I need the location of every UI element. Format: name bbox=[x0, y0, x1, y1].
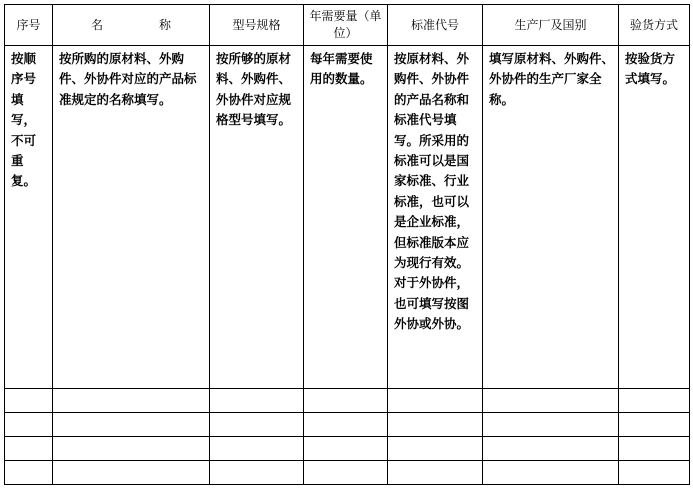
header-inspection: 验货方式 bbox=[619, 5, 690, 46]
header-model: 型号规格 bbox=[210, 5, 304, 46]
blank-cell bbox=[388, 389, 483, 413]
description-row bbox=[5, 46, 690, 389]
desc-name: 按所购的原材料、外购件、外协件对应的产品标准规定的名称填写。 bbox=[53, 46, 210, 389]
desc-model: 按所够的原材料、外购件、外协件对应规格型号填写。 bbox=[210, 46, 304, 389]
blank-cell bbox=[5, 389, 53, 413]
header-std-code: 标准代号 bbox=[388, 5, 483, 46]
blank-cell bbox=[619, 413, 690, 437]
blank-cell bbox=[5, 461, 53, 485]
blank-cell bbox=[304, 413, 388, 437]
blank-cell bbox=[388, 437, 483, 461]
blank-cell bbox=[210, 461, 304, 485]
header-seq: 序号 bbox=[5, 5, 53, 46]
blank-row bbox=[5, 437, 690, 461]
blank-cell bbox=[619, 461, 690, 485]
blank-row bbox=[5, 389, 690, 413]
blank-cell bbox=[5, 437, 53, 461]
desc-maker: 填写原材料、外购件、外协件的生产厂家全称。 bbox=[483, 46, 619, 389]
blank-cell bbox=[210, 389, 304, 413]
blank-cell bbox=[210, 437, 304, 461]
blank-cell bbox=[210, 413, 304, 437]
blank-cell bbox=[53, 461, 210, 485]
desc-seq: 按顺序号填写，不可重复。 bbox=[5, 46, 53, 389]
blank-cell bbox=[304, 437, 388, 461]
blank-cell bbox=[483, 437, 619, 461]
header-row bbox=[5, 5, 690, 46]
blank-cell bbox=[53, 389, 210, 413]
header-name: 名 称 bbox=[53, 5, 210, 46]
blank-cell bbox=[53, 437, 210, 461]
blank-cell bbox=[388, 461, 483, 485]
blank-row bbox=[5, 413, 690, 437]
desc-std-code: 按原材料、外购件、外协件的产品名称和标准代号填写。所采用的标准可以是国家标准、行业标准，也可以是企业标准，但标准版本应为现行有效。对于外协件，也可填写按图外协或外协。 bbox=[388, 46, 483, 389]
blank-cell bbox=[619, 389, 690, 413]
blank-cell bbox=[483, 413, 619, 437]
blank-cell bbox=[619, 437, 690, 461]
blank-cell bbox=[483, 389, 619, 413]
desc-annual-qty: 每年需要使用的数量。 bbox=[304, 46, 388, 389]
material-spec-table bbox=[4, 4, 690, 485]
blank-cell bbox=[53, 413, 210, 437]
header-annual-qty: 年需要量（单位） bbox=[304, 5, 388, 46]
spec-form bbox=[4, 4, 689, 492]
blank-cell bbox=[483, 461, 619, 485]
blank-cell bbox=[304, 389, 388, 413]
desc-inspection: 按验货方式填写。 bbox=[619, 46, 690, 389]
header-maker: 生产厂及国别 bbox=[483, 5, 619, 46]
blank-cell bbox=[388, 413, 483, 437]
blank-cell bbox=[304, 461, 388, 485]
blank-cell bbox=[5, 413, 53, 437]
blank-row bbox=[5, 461, 690, 485]
